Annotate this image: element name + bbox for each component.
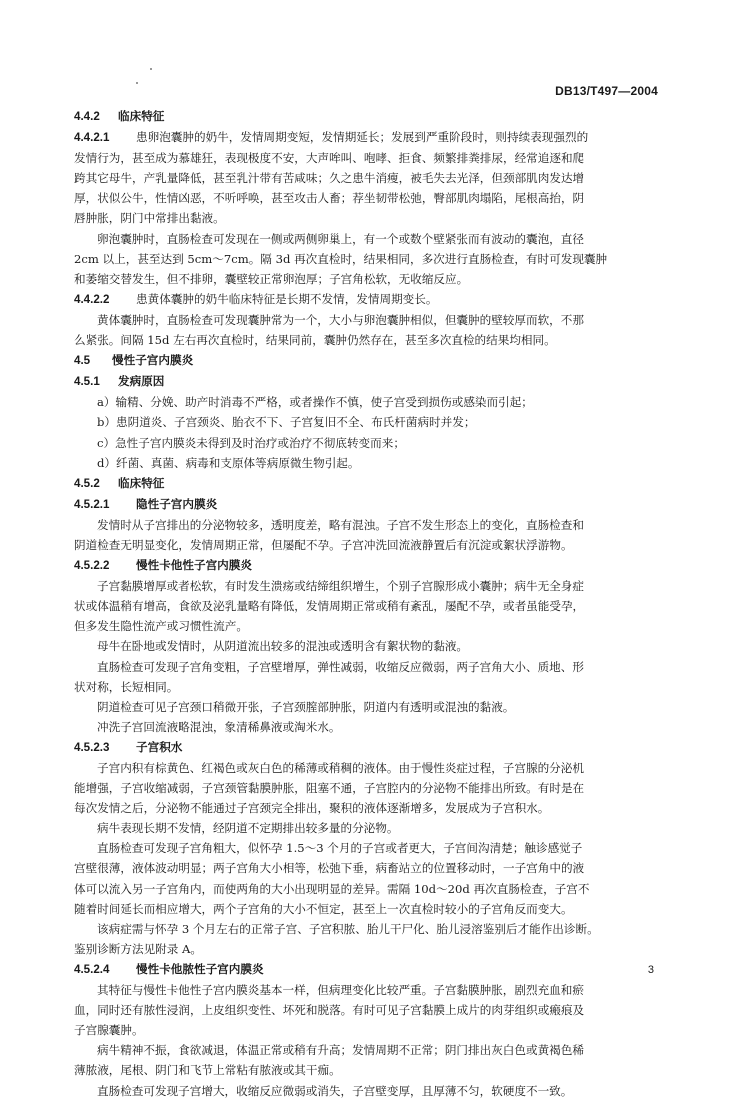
scan-speck <box>136 82 138 84</box>
text-line <box>74 453 664 473</box>
text-line <box>74 330 664 350</box>
line-text: 和萎缩交替发生，但不排卵，囊壁较正常卵泡厚；子宫角松软，无收缩反应。 <box>74 271 469 286</box>
text-line <box>74 576 664 596</box>
line-text: 冲洗子宫回流液略混浊，象清稀鼻液或淘米水。 <box>97 719 341 734</box>
line-text: d）纤菌、真菌、病毒和支原体等病原微生物引起。 <box>97 455 360 470</box>
line-text: 直肠检查可发现子宫角粗大，似怀孕 1.5～3 个月的子宫或者更大，子宫间沟清楚；触诊感觉子 <box>97 841 583 856</box>
line-text: a）输精、分娩、助产时消毒不严格，或者操作不慎，使子宫受到损伤或感染而引起； <box>97 395 533 410</box>
text-line <box>74 798 664 818</box>
text-line <box>74 677 664 697</box>
section-number: 4.4.2.2 <box>74 292 110 306</box>
line-text: 隐性子宫内膜炎 <box>136 496 218 511</box>
text-line <box>74 899 664 919</box>
line-text: 状对称，长短相同。 <box>74 679 179 694</box>
section-number: 4.5.2.3 <box>74 740 110 754</box>
page-number: 3 <box>647 964 654 976</box>
text-line <box>74 939 664 959</box>
text-line <box>74 515 664 535</box>
text-line <box>74 1081 664 1101</box>
line-text: 体可以流入另一子宫角内，而使两角的大小出现明显的差异。需隔 10d～20d 再次直肠检查，子宫不 <box>74 881 590 896</box>
text-line <box>74 636 664 656</box>
line-text: 临床特征 <box>118 109 165 123</box>
line-text: 母牛在卧地或发情时，从阴道流出较多的混浊或透明含有絮状物的黏液。 <box>97 639 469 654</box>
text-line <box>74 392 664 412</box>
line-text: 薄脓液，尾根、阴门和飞节上常粘有脓液或其干痂。 <box>74 1063 341 1078</box>
section-number: 4.4.2.1 <box>74 131 110 145</box>
text-line <box>74 596 664 616</box>
section-line <box>74 106 664 127</box>
line-text: 患黄体囊肿的奶牛临床特征是长期不发情，发情周期变长。 <box>136 291 438 306</box>
text-line <box>74 657 664 677</box>
line-text: 黄体囊肿时，直肠检查可发现囊肿常为一个，大小与卵泡囊肿相似，但囊肿的壁较厚而软，不那 <box>97 312 584 327</box>
line-text: 么紧张。间隔 15d 左右再次直检时，结果同前，囊肿仍然存在，甚至多次直检的结果均相同。 <box>74 333 556 348</box>
line-text: b）患阴道炎、子宫颈炎、胎衣不下、子宫复旧不全、布氏杆菌病时并发； <box>97 415 476 430</box>
line-text: 慢性卡他脓性子宫内膜炎 <box>136 961 264 976</box>
text-line <box>74 778 664 798</box>
section-number: 4.5.2.1 <box>74 497 110 511</box>
text-line <box>74 1060 664 1080</box>
line-text: 宫壁很薄，液体波动明显；两子宫角大小相等，松弛下垂，病畜站立的位置移动时，一子宫角中的液 <box>74 861 585 876</box>
line-text: 子宫黏膜增厚或者松软，有时发生溃疡或结缔组织增生，个别子宫腺形成小囊肿；病牛无全身症 <box>97 579 584 594</box>
line-text: 唇肿胀，阴门中常排出黏液。 <box>74 211 225 226</box>
line-text: 直肠检查可发现子宫增大，收缩反应微弱或消失，子宫壁变厚，且厚薄不匀，软硬度不一致。 <box>97 1083 573 1098</box>
document-code: DB13/T497—2004 <box>555 84 658 98</box>
text-line <box>74 818 664 838</box>
text-line <box>74 838 664 858</box>
scan-speck <box>150 68 152 70</box>
text-line <box>74 412 664 432</box>
line-text: 发情时从子宫排出的分泌物较多，透明度差，略有混浊。子宫不发生形态上的变化，直肠检查和 <box>97 517 584 532</box>
section-line <box>74 289 664 310</box>
line-text: 但多发生隐性流产或习惯性流产。 <box>74 619 248 634</box>
line-text: 每次发情之后，分泌物不能通过子宫颈完全排出，聚积的液体逐渐增多，发展成为子宫积水。 <box>74 801 550 816</box>
text-line <box>74 1040 664 1060</box>
section-line <box>74 494 664 515</box>
text-line <box>74 616 664 636</box>
line-text: 该病症需与怀孕 3 个月左右的正常子宫、子宫积脓、胎儿干尸化、胎儿浸溶鉴别后才能作出诊断。 <box>97 921 599 936</box>
line-text: 跨其它母牛，产乳量降低，甚至乳汁带有苦咸味；久之患牛消瘦，被毛失去光泽，但颈部肌肉发达增 <box>74 171 585 186</box>
text-line <box>74 697 664 717</box>
section-number: 4.5 <box>74 354 91 368</box>
text-line <box>74 229 664 249</box>
text-line <box>74 919 664 939</box>
text-line <box>74 269 664 289</box>
line-text: 阴道检查可见子宫颈口稍微开张，子宫颈膣部肿胀，阴道内有透明或混浊的黏液。 <box>97 699 515 714</box>
section-line <box>74 350 664 371</box>
section-line <box>74 127 664 148</box>
line-text: 病牛表现长期不发情，经阴道不定期排出较多量的分泌物。 <box>97 821 399 836</box>
text-line <box>74 717 664 737</box>
text-line <box>74 310 664 330</box>
text-line <box>74 879 664 899</box>
line-text: 直肠检查可发现子宫角变粗，子宫壁增厚，弹性减弱，收缩反应微弱，两子宫角大小、质地、形 <box>97 659 584 674</box>
text-line <box>74 249 664 269</box>
line-text: 状或体温稍有增高，食欲及泌乳量略有降低，发情周期正常或稍有紊乱，屡配不孕，或者虽能受孕， <box>74 599 585 614</box>
section-number: 4.5.2.2 <box>74 559 110 573</box>
line-text: 2cm 以上，甚至达到 5cm～7cm。隔 3d 再次直检时，结果相同，多次进行直肠检查，有时可发现囊肿 <box>74 251 608 266</box>
text-line <box>74 858 664 878</box>
line-text: c）急性子宫内膜炎未得到及时治疗或治疗不彻底转变而来； <box>97 435 405 450</box>
section-line <box>74 473 664 494</box>
section-number: 4.5.2.4 <box>74 962 110 976</box>
text-line <box>74 148 664 168</box>
line-text: 慢性卡他性子宫内膜炎 <box>136 558 252 573</box>
section-number: 4.4.2 <box>74 110 100 123</box>
text-line <box>74 168 664 188</box>
line-text: 发病原因 <box>118 374 165 389</box>
line-text: 慢性子宫内膜炎 <box>112 353 194 368</box>
line-text: 鉴别诊断方法见附录 A。 <box>74 941 202 956</box>
section-line <box>74 959 664 980</box>
line-text: 卵泡囊肿时，直肠检查可发现在一侧或两侧卵巢上，有一个或数个壁紧张而有波动的囊泡，直径 <box>97 231 584 246</box>
line-text: 病牛精神不振，食欲减退，体温正常或稍有升高；发情周期不正常；阴门排出灰白色或黄褐色稀 <box>97 1043 584 1058</box>
text-line <box>74 433 664 453</box>
text-line <box>74 1020 664 1040</box>
text-line <box>74 208 664 228</box>
line-text: 随着时间延长而相应增大，两个子宫角的大小不恒定，甚至上一次直检时较小的子宫角反而变大。 <box>74 901 573 916</box>
text-line <box>74 535 664 555</box>
section-line <box>74 371 664 392</box>
line-text: 患卵泡囊肿的奶牛，发情周期变短，发情期延长；发展到严重阶段时，则持续表现强烈的 <box>136 130 589 145</box>
text-line <box>74 758 664 778</box>
body-text <box>74 106 664 1101</box>
section-number: 4.5.1 <box>74 375 100 389</box>
line-text: 子宫积水 <box>136 739 183 754</box>
text-line <box>74 1000 664 1020</box>
line-text: 血，同时还有脓性浸润，上皮组织变性、坏死和脱落。有时可见子宫黏膜上成片的肉芽组织或瘢痕及 <box>74 1003 585 1018</box>
line-text: 子宫腺囊肿。 <box>74 1023 144 1038</box>
line-text: 厚，状似公牛，性情凶恶，不听呼唤，甚至攻击人畜；荐坐韧带松弛，臀部肌肉塌陷，尾根高抬，阴 <box>74 191 585 206</box>
line-text: 临床特征 <box>118 475 165 490</box>
line-text: 阴道检查无明显变化，发情周期正常，但屡配不孕。子宫冲洗回流液静置后有沉淀或絮状浮游物。 <box>74 537 573 552</box>
line-text: 能增强，子宫收缩减弱，子宫颈管黏膜肿胀，阻塞不通，子宫腔内的分泌物不能排出所致。有时是在 <box>74 781 585 796</box>
line-text: 其特征与慢性卡他性子宫内膜炎基本一样，但病理变化比较严重。子宫黏膜肿胀，剧烈充血和瘀 <box>97 983 584 998</box>
text-line <box>74 980 664 1000</box>
text-line <box>74 188 664 208</box>
section-number: 4.5.2 <box>74 476 100 490</box>
line-text: 发情行为，甚至成为慕雄狂，表现极度不安，大声哞叫、咆哮、拒食、频繁排粪排尿，经常追逐和爬 <box>74 151 585 166</box>
section-line <box>74 737 664 758</box>
line-text: 子宫内积有棕黄色、红褐色或灰白色的稀薄或稍稠的液体。由于慢性炎症过程，子宫腺的分泌机 <box>97 761 584 775</box>
section-line <box>74 555 664 576</box>
